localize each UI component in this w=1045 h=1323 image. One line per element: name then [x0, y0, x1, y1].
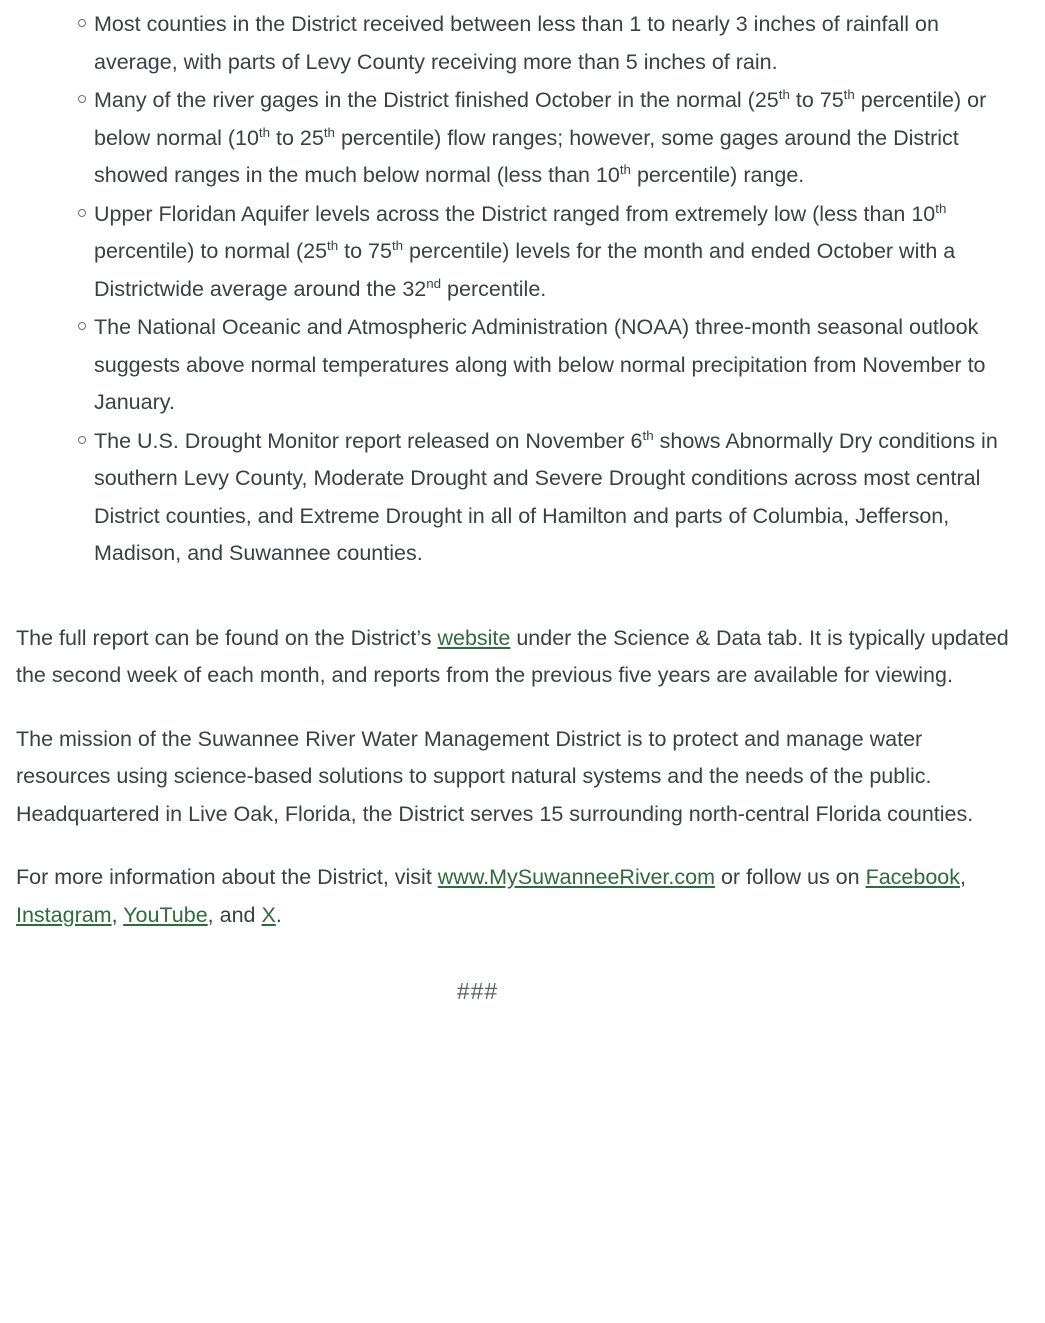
facebook-link[interactable]: Facebook: [865, 865, 960, 889]
text-run: percentile.: [441, 276, 547, 301]
ordinal-suffix: th: [391, 237, 404, 253]
list-item-text: [94, 429, 998, 566]
ordinal-suffix: th: [935, 200, 947, 216]
text-run: or follow us on: [715, 865, 866, 889]
text-run: percentile) flow ranges; however, some gages around the District showed ranges in the much below normal (less than 10: [94, 125, 959, 187]
text-run: to 75: [338, 239, 392, 263]
section-spacer: [16, 574, 1019, 620]
ordinal-suffix: th: [778, 86, 790, 102]
x-link[interactable]: X: [261, 902, 276, 927]
bullet-circle-icon: [78, 19, 86, 27]
list-item-text: [94, 12, 939, 74]
closing-paragraphs: [16, 620, 1019, 935]
text-run: For more information about the District, visit: [16, 865, 438, 889]
text-run: The full report can be found on the District’s: [16, 625, 438, 650]
text-run: Upper Floridan Aquifer levels across the District ranged from extremely low (less than 10: [94, 201, 936, 226]
website-link[interactable]: website: [437, 625, 511, 650]
text-run: The mission of the Suwannee River Water Management District is to protect and manage water resources using science-based solutions to support natural systems and the needs of the public. Headquartered in Live Oak, Florida, the District serves 15 surrounding north-central Florida counties.: [16, 726, 974, 826]
list-item: [16, 423, 1019, 573]
paragraph-mission: [16, 721, 1019, 834]
text-run: percentile) range.: [630, 163, 805, 187]
ordinal-suffix: th: [619, 161, 631, 177]
list-item: [16, 309, 1019, 422]
bullet-circle-icon: [78, 209, 86, 217]
text-run: Many of the river gages in the District finished October in the normal (25: [94, 88, 779, 112]
youtube-link[interactable]: YouTube: [123, 902, 208, 927]
text-run: The National Oceanic and Atmospheric Administration (NOAA) three-month seasonal outlook suggests above normal temperatures along with below normal precipitation from November to January.: [94, 315, 986, 414]
text-run: to 75: [789, 88, 844, 112]
highlights-list: [16, 6, 1019, 573]
list-item-text: [94, 88, 986, 187]
mysuwanneeriver-link[interactable]: www.MySuwanneeRiver.com: [437, 865, 715, 889]
text-run: ,: [111, 902, 124, 927]
text-run: percentile) levels for the month and ended October with a Districtwide average around the 32: [94, 239, 956, 301]
text-run: The U.S. Drought Monitor report released on November 6: [94, 428, 643, 453]
text-run: under the Science & Data tab. It is typically updated the second week of each month, and reports from the previous five years are available for viewing.: [16, 625, 1009, 687]
text-run: ,: [960, 865, 966, 889]
bullet-circle-icon: [78, 436, 86, 444]
ordinal-suffix: th: [327, 237, 339, 253]
ordinal-suffix: th: [843, 86, 855, 102]
ordinal-suffix: nd: [426, 275, 442, 291]
text-run: shows Abnormally Dry conditions in southern Levy County, Moderate Drought and Severe Drought conditions across most central District counties, and Extreme Drought in all of Hamilton and parts of Columbia, Jefferson, Madison, and Suwannee counties.: [94, 428, 998, 565]
text-run: percentile) or below normal (10: [94, 88, 987, 150]
text-run: percentile) to normal (25: [94, 239, 328, 263]
ordinal-suffix: th: [642, 427, 654, 443]
list-item: [16, 6, 1019, 81]
bullet-circle-icon: [78, 95, 86, 103]
ordinal-suffix: th: [323, 124, 335, 140]
text-run: .: [275, 902, 282, 927]
text-run: to 25: [270, 125, 324, 150]
instagram-link[interactable]: Instagram: [16, 902, 112, 927]
list-item: [16, 82, 1019, 195]
text-run: Most counties in the District received between less than 1 to nearly 3 inches of rainfall on average, with parts of Levy County receiving more than 5 inches of rain.: [94, 12, 939, 74]
list-item-text: [94, 315, 986, 414]
paragraph-more-info: [16, 859, 1019, 934]
bullet-circle-icon: [78, 322, 86, 330]
ordinal-suffix: th: [258, 124, 271, 140]
text-run: , and: [207, 902, 262, 927]
list-item: [16, 196, 1019, 309]
end-of-release-marker: ###: [456, 978, 499, 1004]
paragraph-full-report: [16, 620, 1019, 695]
list-item-text: [94, 202, 955, 301]
